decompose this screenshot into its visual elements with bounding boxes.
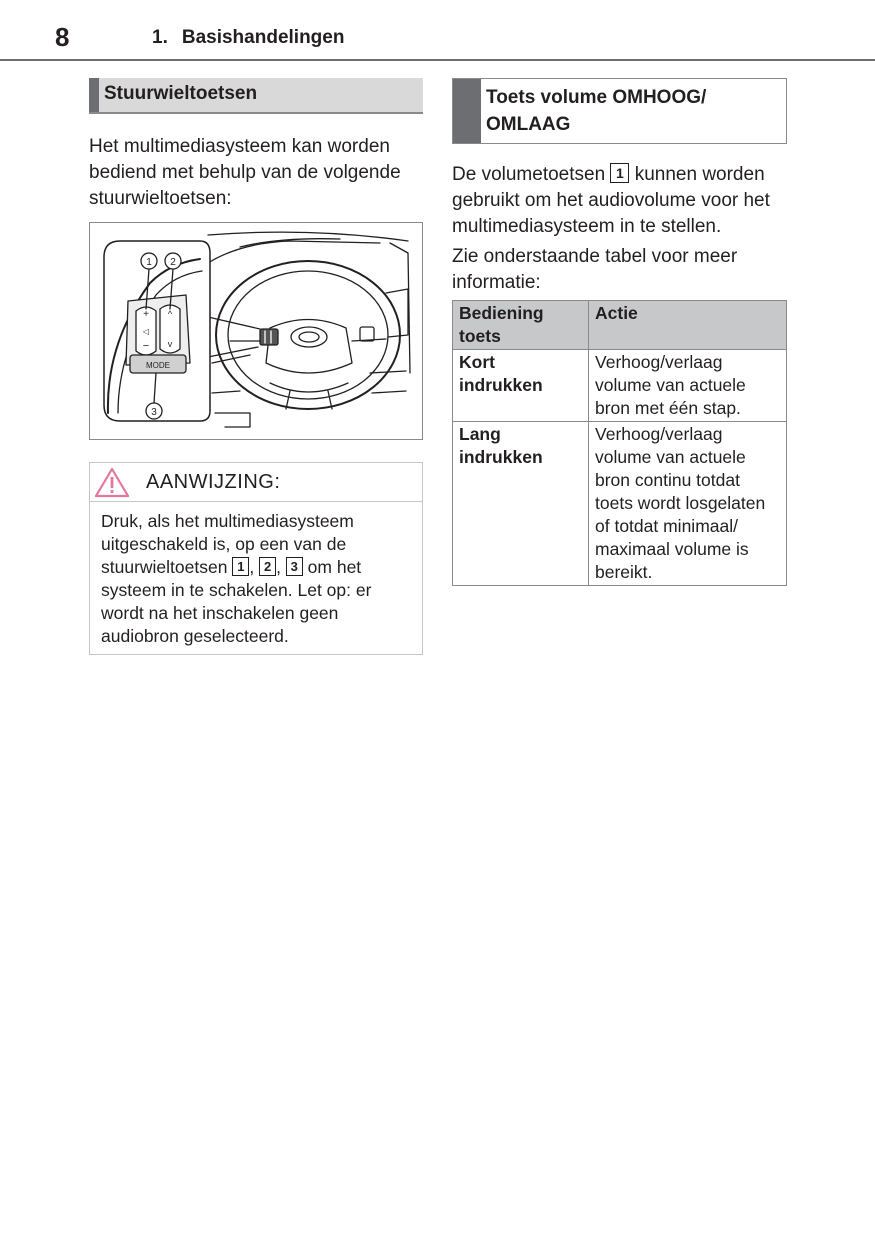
svg-text:◁: ◁ bbox=[142, 327, 150, 336]
section-heading-text bbox=[481, 79, 712, 143]
table-row bbox=[453, 350, 787, 422]
heading-line-1: Toets volume OMHOOG/ bbox=[486, 87, 707, 108]
key-ref-3: 3 bbox=[286, 557, 303, 576]
steering-wheel-illustration bbox=[89, 222, 423, 440]
chapter-label: Basishandelingen bbox=[181, 27, 345, 48]
volume-text-start: De volumetoetsen bbox=[452, 164, 611, 185]
header-divider bbox=[0, 59, 875, 61]
note-box bbox=[89, 462, 423, 655]
heading-line-2: OMLAAG bbox=[486, 114, 571, 135]
column-header-action: Actie bbox=[589, 301, 787, 350]
table-intro: Zie onderstaande tabel voor meer informatie: bbox=[452, 246, 738, 293]
mode-button-label: MODE bbox=[146, 361, 170, 370]
page-number: 8 bbox=[55, 22, 70, 52]
note-text-start: Druk, als het multimediasysteem uitgeschakeld is, op een van de stuurwieltoetsen bbox=[101, 511, 354, 577]
section-heading-volume bbox=[452, 78, 787, 144]
intro-paragraph: Het multimediasysteem kan worden bediend met behulp van de volgende stuurwieltoetsen: bbox=[89, 136, 401, 209]
operation-cell: Kort indrukken bbox=[453, 350, 589, 422]
section-heading-text: Stuurwieltoetsen bbox=[104, 83, 258, 104]
note-separator: , bbox=[276, 557, 286, 577]
operation-cell: Lang indrukken bbox=[453, 422, 589, 586]
note-text bbox=[90, 502, 422, 654]
note-separator: , bbox=[249, 557, 260, 577]
key-ref-2: 2 bbox=[259, 557, 276, 576]
right-column bbox=[452, 78, 787, 586]
chapter-number: 1. bbox=[152, 27, 168, 48]
key-ref-1: 1 bbox=[610, 163, 629, 183]
table-row bbox=[453, 422, 787, 586]
heading-accent-bar bbox=[89, 78, 99, 112]
key-ref-1: 1 bbox=[232, 557, 249, 576]
chapter-title bbox=[152, 27, 344, 49]
volume-text-end: kunnen worden gebruikt om het audiovolume voor het multimediasysteem in te stellen. bbox=[452, 164, 770, 237]
note-header bbox=[90, 463, 422, 502]
svg-text:−: − bbox=[142, 340, 150, 352]
warning-triangle-icon bbox=[92, 463, 132, 501]
action-cell: Verhoog/verlaag volume van actuele bron met één stap. bbox=[589, 350, 787, 422]
section-heading-steering-buttons bbox=[89, 78, 423, 114]
callout-3-label: 3 bbox=[151, 407, 157, 418]
steering-wheel-drawing bbox=[90, 223, 422, 439]
note-text-end: om het systeem in te schakelen. Let op: er wordt na het inschakelen geen audiobron geselecteerd. bbox=[101, 557, 372, 646]
volume-control-table bbox=[452, 300, 787, 586]
table-header-row bbox=[453, 301, 787, 350]
callout-2-label: 2 bbox=[170, 257, 176, 268]
volume-paragraph bbox=[452, 162, 787, 240]
heading-accent-bar bbox=[453, 79, 481, 143]
svg-text:+: + bbox=[143, 309, 149, 320]
callout-1-label: 1 bbox=[146, 257, 152, 268]
svg-text:^: ^ bbox=[167, 309, 173, 319]
svg-text:v: v bbox=[167, 339, 173, 349]
action-cell: Verhoog/verlaag volume van actuele bron continu totdat toets wordt losgelaten of totdat minimaal/ maximaal volume is bereikt. bbox=[589, 422, 787, 586]
left-column bbox=[89, 78, 423, 655]
column-header-operation: Bediening toets bbox=[453, 301, 589, 350]
note-title: AANWIJZING: bbox=[146, 470, 281, 493]
